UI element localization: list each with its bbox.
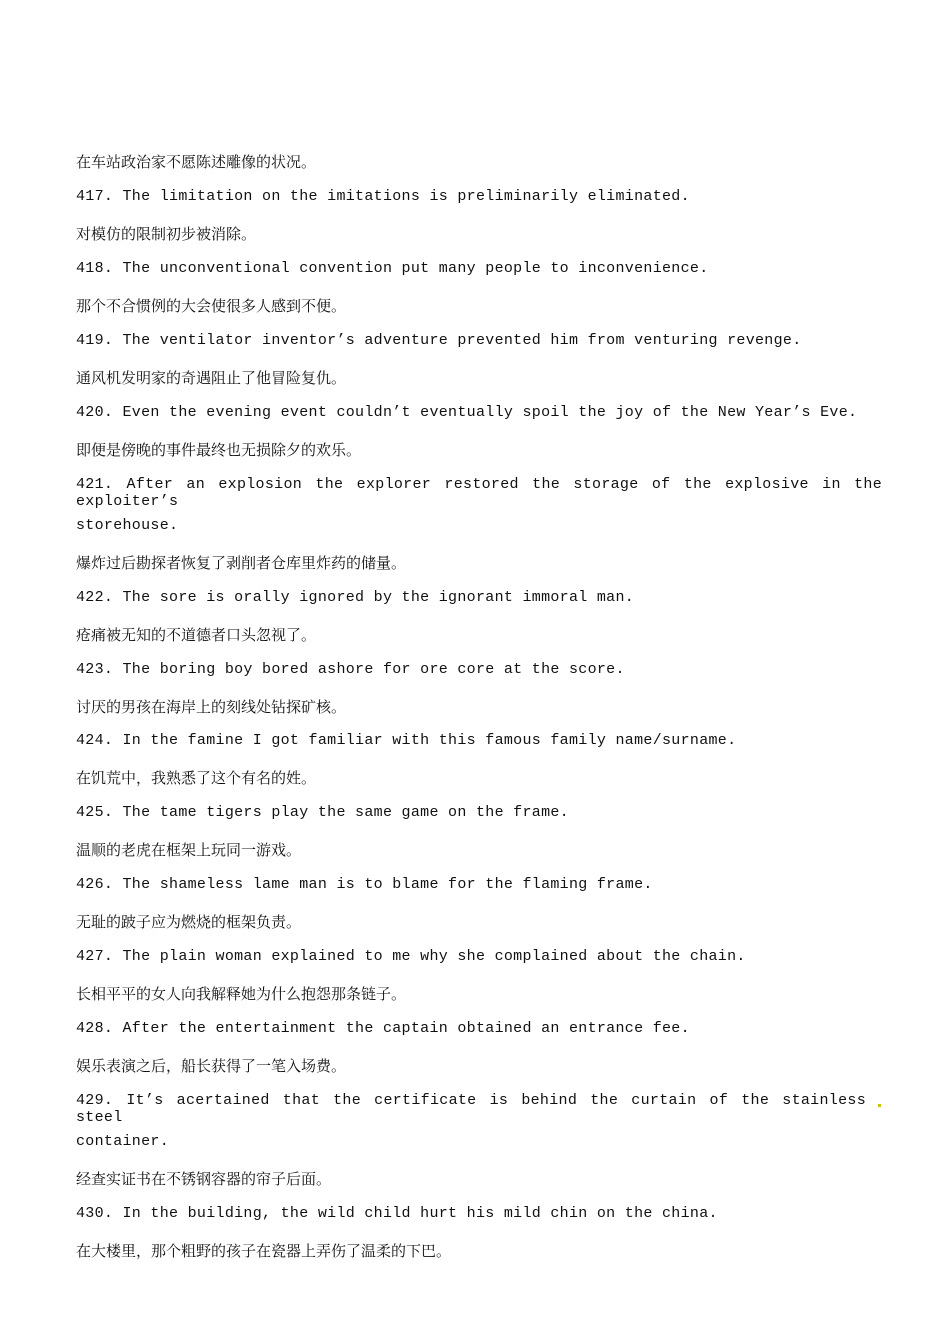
translation-421: 爆炸过后勘探者恢复了剥削者仓库里炸药的储量。 [76, 554, 407, 572]
highlight-mark [878, 1104, 881, 1107]
sentence-418: 418. The unconventional convention put many people to inconvenience. [76, 260, 709, 277]
sentence-421: 421. After an explosion the explorer restored the storage of the explosive in the exploiter’s [76, 476, 882, 510]
translation-428: 娱乐表演之后，船长获得了一笔入场费。 [76, 1057, 347, 1075]
sentence-417: 417. The limitation on the imitations is preliminarily eliminated. [76, 188, 690, 205]
sentence-428: 428. After the entertainment the captain obtained an entrance fee. [76, 1020, 690, 1037]
sentence-429: 429. It’s acertained that the certificate is behind the curtain of the stainless steel [76, 1092, 866, 1126]
translation-418: 那个不合惯例的大会使很多人感到不便。 [76, 297, 347, 315]
translation-423: 讨厌的男孩在海岸上的刻线处钻探矿核。 [76, 698, 347, 716]
sentence-423: 423. The boring boy bored ashore for ore core at the score. [76, 661, 625, 678]
sentence-429-continued: container. [76, 1133, 170, 1150]
sentence-422: 422. The sore is orally ignored by the ignorant immoral man. [76, 589, 635, 606]
translation-422: 疮痛被无知的不道德者口头忽视了。 [76, 626, 317, 644]
sentence-424: 424. In the famine I got familiar with this famous family name/surname. [76, 732, 737, 749]
translation-417: 对模仿的限制初步被消除。 [76, 225, 257, 243]
translation-425: 温顺的老虎在框架上玩同一游戏。 [76, 841, 302, 859]
translation-424: 在饥荒中，我熟悉了这个有名的姓。 [76, 769, 317, 787]
translation-426: 无耻的跛子应为燃烧的框架负责。 [76, 913, 302, 931]
translation-line: 在车站政治家不愿陈述雕像的状况。 [76, 153, 317, 171]
sentence-427: 427. The plain woman explained to me why she complained about the chain. [76, 948, 746, 965]
sentence-430: 430. In the building, the wild child hurt his mild chin on the china. [76, 1205, 718, 1222]
translation-419: 通风机发明家的奇遇阻止了他冒险复仇。 [76, 369, 347, 387]
sentence-425: 425. The tame tigers play the same game on the frame. [76, 804, 569, 821]
sentence-420: 420. Even the evening event couldn’t eventually spoil the joy of the New Year’s Eve. [76, 404, 858, 421]
sentence-419: 419. The ventilator inventor’s adventure prevented him from venturing revenge. [76, 332, 802, 349]
translation-427: 长相平平的女人向我解释她为什么抱怨那条链子。 [76, 985, 407, 1003]
translation-420: 即便是傍晚的事件最终也无损除夕的欢乐。 [76, 441, 362, 459]
translation-429: 经查实证书在不锈钢容器的帘子后面。 [76, 1170, 332, 1188]
translation-430: 在大楼里，那个粗野的孩子在瓷器上弄伤了温柔的下巴。 [76, 1242, 452, 1260]
sentence-421-continued: storehouse. [76, 517, 179, 534]
sentence-426: 426. The shameless lame man is to blame for the flaming frame. [76, 876, 653, 893]
